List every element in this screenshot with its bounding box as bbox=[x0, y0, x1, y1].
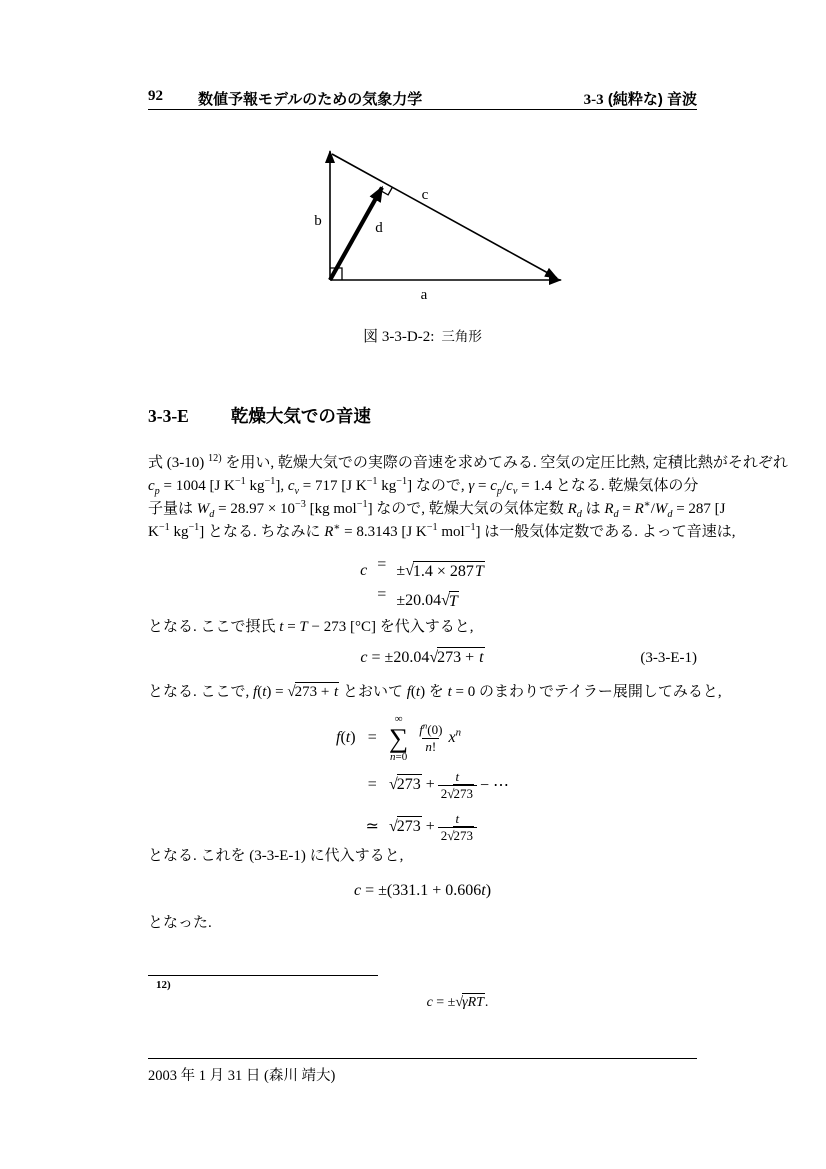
figure-caption bbox=[148, 325, 697, 346]
page-header bbox=[148, 88, 697, 110]
equation-term: √273 + bbox=[388, 776, 435, 793]
fraction-numerator: t bbox=[455, 810, 460, 826]
paragraph-line: $K^{-1}$ $kg^{-1}$] となる. ちなみに R∗ = 8.3143 [J $K^{-1}$ mol$^{-1}$] は一般気体定数である. よって音速は, bbox=[148, 522, 736, 540]
equation-relation: = bbox=[367, 729, 377, 746]
equation-relation: = bbox=[377, 556, 387, 573]
triangle-figure bbox=[280, 138, 580, 308]
paragraph-line: 子量は $W_d = 28.97 \times 10^{-3}$ [kg mol$^{-1}$] なので, 乾燥大気の気体定数 $R_d$ は $R_d = R^∗/W_d = 287$ [J bbox=[148, 499, 726, 520]
paragraph-line: 式 (3-10) $^{12)}$ を用い, 乾燥大気での実際の音速を求めてみる. 空気の定圧比熱, 定積比熱がそれぞれ bbox=[148, 453, 788, 471]
equation-relation: = bbox=[367, 776, 377, 793]
text-line-substitute: となる. これを (3-3-E-1) に代入すると, bbox=[148, 848, 404, 864]
fraction-denominator: 2√273 bbox=[438, 827, 477, 844]
footer-date-author: 2003 年 1 月 31 日 (森川 靖大) bbox=[148, 1068, 336, 1084]
fraction bbox=[438, 811, 477, 844]
section-number: 3-3-E bbox=[148, 406, 189, 426]
equation-taylor-expansion bbox=[148, 712, 697, 848]
equation-term: $x^n$ bbox=[448, 726, 461, 746]
fraction bbox=[438, 769, 477, 802]
triangle-label-a: a bbox=[420, 287, 428, 303]
book-title: 数値予報モデルのための気象力学 bbox=[198, 91, 423, 108]
text-line-celsius: となる. ここで摂氏 t = T − 273 [°C] を代入すると, bbox=[148, 619, 474, 635]
equation-relation: ≃ bbox=[365, 818, 379, 835]
equation-lhs: f ( t ) bbox=[336, 729, 356, 746]
fraction-numerator: t bbox=[455, 768, 460, 784]
running-section-title bbox=[584, 88, 697, 109]
figure-caption-label: 図 3-3-D-2: bbox=[363, 329, 435, 345]
paragraph-line: $c_p = 1004$ [J $K^{-1}$ $kg^{-1}$], $c_v = 717$ [J $K^{-1}$ $kg^{-1}$] なので, $\gamma = c_p/c_v = 1.4$ となる. 乾燥気体の分 bbox=[148, 476, 699, 497]
paragraph-sound-speed bbox=[148, 452, 788, 544]
equation-tag: (3-3-E-1) bbox=[640, 650, 697, 666]
triangle-label-d: d bbox=[375, 220, 383, 236]
triangle-label-b: b bbox=[314, 213, 322, 229]
page-number: 92 bbox=[148, 88, 163, 104]
section-title: 乾燥大気での音速 bbox=[230, 406, 371, 426]
footnote-equation: c = ±√γRT. bbox=[426, 995, 489, 1010]
equation-body: c = ±20.04√273 + t bbox=[360, 649, 484, 666]
summation-upper-limit: ∞ bbox=[394, 712, 403, 725]
text-line-result: となった. bbox=[148, 915, 212, 931]
equation-sound-speed bbox=[148, 556, 697, 616]
triangle-label-c: c bbox=[421, 187, 429, 203]
equation-rhs: ± √ 1.4 × 287 T bbox=[396, 562, 484, 580]
footer-rule bbox=[148, 1058, 697, 1059]
equation-rhs bbox=[389, 712, 461, 764]
equation-final-result: c = ±(331.1 + 0.606t) bbox=[353, 882, 492, 899]
figure-caption-text: 三角形 bbox=[441, 329, 482, 344]
fraction-denominator: n! bbox=[422, 738, 439, 755]
sigma-icon: ∑ bbox=[388, 722, 409, 753]
fraction-denominator: 2√273 bbox=[438, 785, 477, 802]
equation-rhs bbox=[389, 806, 480, 848]
equation-relation: = bbox=[377, 586, 387, 603]
section-heading bbox=[148, 403, 697, 428]
fraction bbox=[416, 722, 445, 755]
equation-term: √273 + bbox=[388, 818, 435, 835]
equation-term: − ⋯ bbox=[479, 777, 509, 794]
equation-lhs: c bbox=[360, 562, 368, 579]
equation-3-3-E-1 bbox=[148, 645, 697, 671]
running-section-name: (純粋な) 音波 bbox=[607, 91, 697, 108]
summation-lower-limit: n=0 bbox=[390, 750, 408, 763]
perpendicular-d-vector bbox=[330, 188, 382, 281]
fraction-numerator: $f^n(0)$ bbox=[419, 720, 443, 737]
footnote-mark: 12) bbox=[156, 979, 171, 991]
summation-symbol bbox=[389, 714, 408, 763]
equation-rhs bbox=[389, 764, 509, 806]
text-line-taylor-intro: となる. ここで, f(t) = √273 + t とおいて f(t) を t = 0 のまわりでテイラー展開してみると, bbox=[148, 684, 722, 700]
footnote-rule bbox=[148, 975, 378, 976]
running-section-number: 3-3 bbox=[583, 92, 604, 108]
equation-rhs: ±20.04 √ T bbox=[396, 592, 458, 610]
